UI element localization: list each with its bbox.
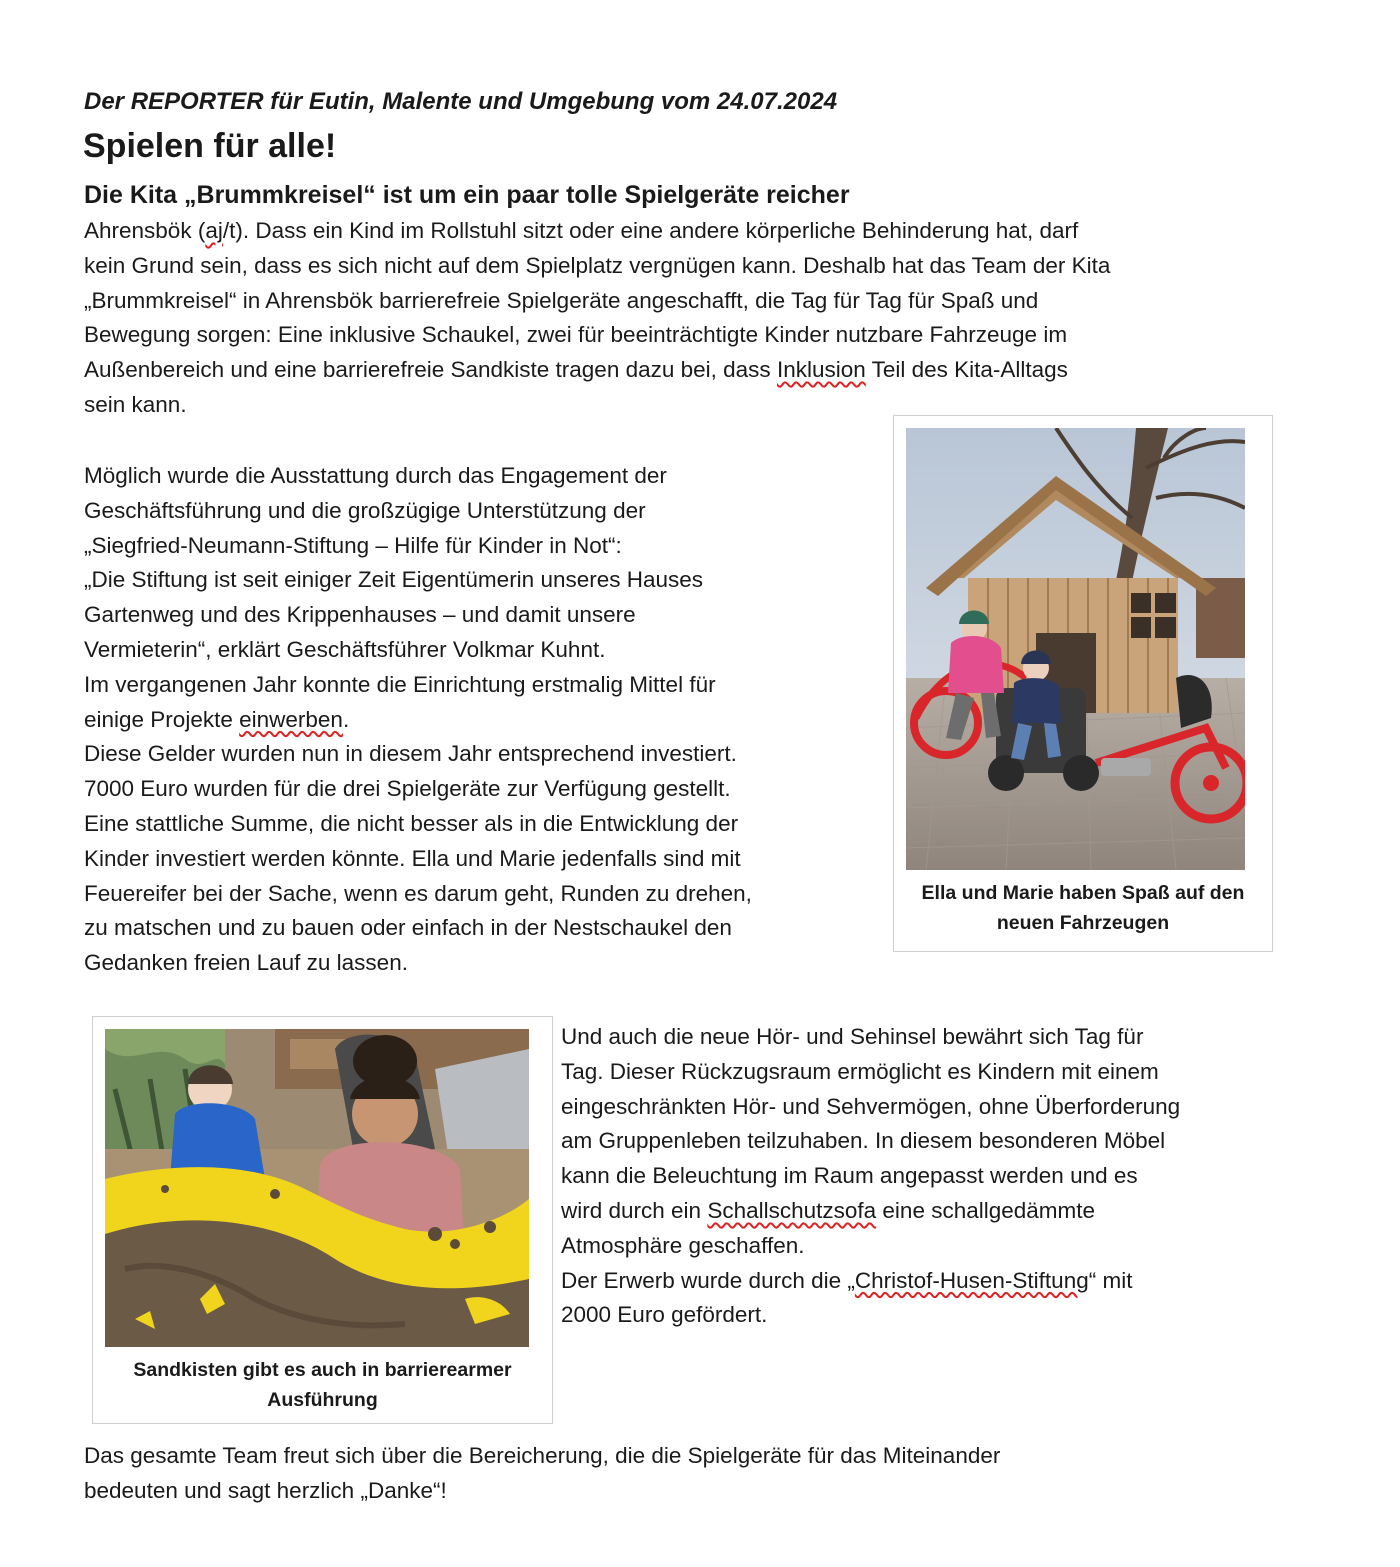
photo-children-on-vehicles-drawing <box>906 428 1245 870</box>
article-kicker: Der REPORTER für Eutin, Malente und Umgebung vom 24.07.2024 <box>84 88 838 115</box>
figure-vehicles <box>893 415 1273 952</box>
photo-sandbox-drawing <box>105 1029 529 1347</box>
text-line: Eine stattliche Summe, die nicht besser als in die Entwicklung der <box>84 810 739 836</box>
text-line: Feuereifer bei der Sache, wenn es darum geht, Runden zu drehen, <box>84 880 752 906</box>
text-line: „Brummkreisel“ in Ahrensbök barrierefreie Spielgeräte angeschafft, die Tag für Tag für Spaß und <box>84 287 1039 313</box>
text-run: Der Erwerb wurde durch die „ <box>561 1267 855 1293</box>
paragraph-thanks <box>84 1439 1000 1509</box>
text-line: kann die Beleuchtung im Raum angepasst werden und es <box>561 1163 1138 1189</box>
paragraph-intro <box>84 214 1110 423</box>
spellcheck-flagged-word: Christof-Husen-Stiftung <box>854 1267 1089 1293</box>
text-line: Diese Gelder wurden nun in diesem Jahr entsprechend investiert. <box>84 741 737 767</box>
text-line <box>561 1194 1180 1229</box>
text-run: einige Projekte <box>84 706 240 732</box>
text-line: Im vergangenen Jahr konnte die Einrichtung erstmalig Mittel für <box>84 671 716 697</box>
spellcheck-flagged-word: aj <box>205 218 223 243</box>
figure-sandbox-caption <box>93 1355 552 1415</box>
text-line: bedeuten und sagt herzlich „Danke“! <box>84 1477 447 1503</box>
text-line <box>84 214 1110 249</box>
text-line: Gartenweg und des Krippenhauses – und damit unsere <box>84 602 636 628</box>
text-line: kein Grund sein, dass es sich nicht auf dem Spielplatz vergnügen kann. Deshalb hat das Team der Kita <box>84 252 1111 278</box>
photo-children-on-vehicles <box>906 428 1245 870</box>
figure-vehicles-caption <box>894 878 1272 938</box>
caption-line: Sandkisten gibt es auch in barrierearmer <box>133 1359 512 1381</box>
paragraph-sensory-island <box>561 1020 1180 1333</box>
text-line <box>561 1264 1180 1299</box>
article-subheadline: Die Kita „Brummkreisel“ ist um ein paar tolle Spielgeräte reicher <box>84 181 850 209</box>
text-line: Vermieterin“, erklärt Geschäftsführer Volkmar Kuhnt. <box>84 636 606 662</box>
text-line: am Gruppenleben teilzuhaben. In diesem besonderen Möbel <box>561 1128 1166 1154</box>
text-line: Und auch die neue Hör- und Sehinsel bewährt sich Tag für <box>561 1024 1144 1049</box>
text-line: „Siegfried-Neumann-Stiftung – Hilfe für Kinder in Not“: <box>84 532 622 558</box>
paragraph-funding <box>84 459 752 981</box>
text-run: wird durch ein <box>561 1197 708 1223</box>
text-line: Geschäftsführung und die großzügige Unterstützung der <box>84 497 646 523</box>
text-line: Atmosphäre geschaffen. <box>561 1232 805 1258</box>
text-run: “ mit <box>1088 1267 1133 1293</box>
text-run: Außenbereich und eine barrierefreie Sandkiste tragen dazu bei, dass <box>84 357 777 383</box>
text-line: 7000 Euro wurden für die drei Spielgeräte zur Verfügung gestellt. <box>84 776 731 802</box>
text-line: „Die Stiftung ist seit einiger Zeit Eigentümerin unseres Hauses <box>84 567 704 593</box>
figure-sandbox <box>92 1016 553 1424</box>
text-run: Ahrensbök ( <box>84 218 206 243</box>
caption-line: Ausführung <box>267 1389 378 1411</box>
spellcheck-flagged-word: Inklusion <box>776 357 866 383</box>
text-run: eine schallgedämmte <box>876 1197 1096 1223</box>
article-headline: Spielen für alle! <box>83 127 337 165</box>
spellcheck-flagged-word: Schallschutzsofa <box>707 1197 877 1223</box>
spellcheck-flagged-word: einwerben <box>239 706 343 732</box>
text-run: /t). Dass ein Kind im Rollstuhl sitzt oder eine andere körperliche Behinderung hat, darf <box>222 218 1079 243</box>
text-line <box>84 703 752 738</box>
text-line: 2000 Euro gefördert. <box>561 1302 768 1328</box>
text-line: Kinder investiert werden könnte. Ella und Marie jedenfalls sind mit <box>84 845 741 871</box>
text-line: Bewegung sorgen: Eine inklusive Schaukel, zwei für beeinträchtigte Kinder nutzbare Fahrzeuge im <box>84 322 1068 348</box>
caption-line: neuen Fahrzeugen <box>996 912 1170 934</box>
text-line: Möglich wurde die Ausstattung durch das Engagement der <box>84 463 667 488</box>
text-line: Tag. Dieser Rückzugsraum ermöglicht es Kindern mit einem <box>561 1058 1159 1084</box>
text-line: eingeschränkten Hör- und Sehvermögen, ohne Überforderung <box>561 1093 1181 1119</box>
text-run: . <box>342 706 350 732</box>
text-line: sein kann. <box>84 391 187 417</box>
caption-line: Ella und Marie haben Spaß auf den <box>921 882 1245 904</box>
text-line <box>84 353 1110 388</box>
text-line: Das gesamte Team freut sich über die Bereicherung, die die Spielgeräte für das Miteinander <box>84 1443 1001 1468</box>
text-line: zu matschen und zu bauen oder einfach in der Nestschaukel den <box>84 915 732 941</box>
text-line: Gedanken freien Lauf zu lassen. <box>84 950 408 976</box>
text-run: Teil des Kita-Alltags <box>865 357 1068 383</box>
photo-sandbox <box>105 1029 529 1347</box>
